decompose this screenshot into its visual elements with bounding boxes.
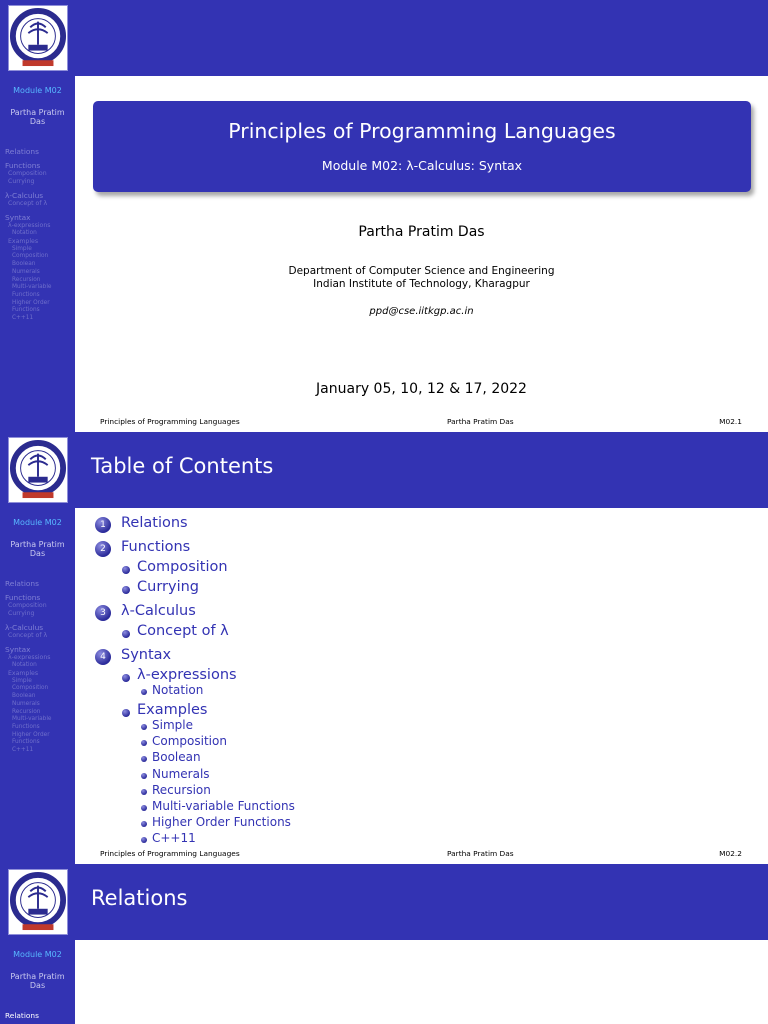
- footer: [100, 417, 742, 427]
- toc-bullet: [141, 756, 147, 762]
- sidebar-nav-item[interactable]: Composition: [8, 170, 47, 177]
- sidebar-nav-item[interactable]: Composition: [12, 253, 49, 260]
- sidebar-nav-item[interactable]: Numerals: [12, 700, 40, 707]
- relations-slide: [0, 864, 768, 1024]
- sidebar: [0, 864, 75, 1024]
- email[interactable]: ppd@cse.iitkgp.ac.in: [369, 306, 474, 317]
- header-bar: [75, 0, 768, 76]
- toc-number-bullet: 1: [95, 517, 111, 533]
- sidebar-nav-item[interactable]: Examples: [8, 669, 39, 677]
- sidebar-module[interactable]: Module M02: [13, 950, 62, 959]
- sidebar-nav-item[interactable]: Boolean: [12, 261, 36, 268]
- toc-bullet: [141, 821, 147, 827]
- sidebar-nav-item[interactable]: Concept of λ: [8, 200, 48, 207]
- toc-item[interactable]: Examples: [137, 701, 208, 718]
- toc-bullet: [141, 837, 147, 843]
- sidebar-nav-item[interactable]: Recursion: [12, 276, 41, 283]
- toc-item[interactable]: Currying: [137, 578, 199, 595]
- sidebar-nav-item[interactable]: Higher Order Functions: [12, 731, 50, 746]
- footer: [100, 849, 742, 859]
- sidebar-nav-item[interactable]: Functions: [5, 593, 41, 602]
- sidebar-nav-item[interactable]: Composition: [12, 685, 49, 692]
- iit-logo: [8, 437, 68, 503]
- sidebar-module[interactable]: Module M02: [13, 86, 62, 95]
- toc-bullet: [141, 789, 147, 795]
- sidebar-nav-item[interactable]: Relations: [5, 147, 39, 156]
- sidebar-nav-item[interactable]: C++11: [12, 315, 34, 322]
- sidebar-nav-item[interactable]: Boolean: [12, 693, 36, 700]
- toc-bullet: [122, 566, 130, 574]
- sidebar-nav-item[interactable]: Multi-variable Functions: [12, 716, 52, 730]
- sidebar-nav-item[interactable]: Notation: [12, 230, 37, 236]
- toc-bullet: [122, 674, 130, 682]
- sidebar-nav-item[interactable]: Functions: [5, 161, 41, 170]
- frame-title: Table of Contents: [91, 454, 274, 478]
- sidebar-nav-item[interactable]: Syntax: [5, 213, 31, 222]
- sidebar-nav-item[interactable]: Currying: [8, 178, 35, 185]
- sidebar-nav-item[interactable]: λ-Calculus: [5, 623, 44, 632]
- toc-slide: [0, 432, 768, 864]
- toc-item[interactable]: C++11: [152, 831, 196, 846]
- iit-logo: [8, 5, 68, 71]
- sidebar-nav-item[interactable]: Multi-variable Functions: [12, 284, 52, 298]
- sidebar-nav-item[interactable]: Relations: [5, 579, 39, 588]
- toc-number-bullet: 2: [95, 541, 111, 557]
- toc-item[interactable]: Higher Order Functions: [152, 815, 291, 830]
- sidebar-nav-item[interactable]: λ-expressions: [8, 222, 51, 229]
- toc-bullet: [141, 805, 147, 811]
- sidebar-nav: [5, 142, 73, 323]
- toc-bullet: [122, 586, 130, 594]
- sidebar-nav-item[interactable]: Numerals: [12, 268, 40, 275]
- sidebar-nav-item[interactable]: Notation: [12, 662, 37, 668]
- toc-item[interactable]: Composition: [152, 734, 227, 749]
- toc-bullet: [141, 740, 147, 746]
- sidebar-nav-item[interactable]: Simple: [12, 245, 32, 252]
- sidebar: [0, 0, 75, 432]
- sidebar-nav-item[interactable]: λ-expressions: [8, 654, 51, 661]
- department: Department of Computer Science and Engineering: [288, 265, 555, 277]
- date: January 05, 10, 12 & 17, 2022: [316, 381, 527, 397]
- sidebar-author: Partha Pratim Das: [10, 108, 65, 126]
- sidebar-author: Partha Pratim Das: [10, 540, 65, 558]
- sidebar: [0, 432, 75, 864]
- footer-course: Principles of Programming Languages: [100, 417, 240, 426]
- toc-item[interactable]: λ-expressions: [137, 666, 237, 683]
- footer-page: M02.2: [719, 849, 742, 858]
- toc-bullet: [141, 773, 147, 779]
- title-slide: [0, 0, 768, 432]
- footer-page: M02.1: [719, 417, 742, 426]
- toc-bullet: [122, 709, 130, 717]
- toc-bullet: [141, 689, 147, 695]
- sidebar-nav-item[interactable]: Currying: [8, 610, 35, 617]
- toc-item[interactable]: Syntax: [121, 646, 172, 663]
- sidebar-nav-item[interactable]: Recursion: [12, 708, 41, 715]
- toc-item[interactable]: Relations: [121, 515, 188, 531]
- title-box: [93, 101, 751, 192]
- header-bar: [75, 432, 768, 508]
- toc-item[interactable]: Concept of λ: [137, 622, 229, 639]
- toc-item[interactable]: Recursion: [152, 782, 211, 797]
- sidebar-nav-item[interactable]: Concept of λ: [8, 632, 48, 639]
- institute-block: [75, 265, 768, 291]
- toc-item[interactable]: Multi-variable Functions: [152, 798, 295, 813]
- toc-item[interactable]: Composition: [137, 558, 228, 575]
- author-name: Partha Pratim Das: [358, 224, 485, 240]
- presentation-title: Principles of Programming Languages: [228, 119, 616, 143]
- toc-item[interactable]: Boolean: [152, 750, 201, 765]
- sidebar-nav-item[interactable]: C++11: [12, 747, 34, 754]
- toc-item[interactable]: λ-Calculus: [121, 602, 196, 619]
- sidebar-nav-item[interactable]: Composition: [8, 602, 47, 609]
- toc-number-bullet: 3: [95, 605, 111, 621]
- footer-course: Principles of Programming Languages: [100, 849, 240, 858]
- toc-item[interactable]: Simple: [152, 717, 193, 732]
- toc-item[interactable]: Functions: [121, 538, 191, 555]
- toc-bullet: [122, 630, 130, 638]
- sidebar-nav-item[interactable]: Simple: [12, 677, 32, 684]
- presentation-subtitle: Module M02: λ-Calculus: Syntax: [321, 158, 523, 173]
- footer-author: Partha Pratim Das: [447, 417, 514, 426]
- toc-bullet: [141, 724, 147, 730]
- footer-author: Partha Pratim Das: [447, 849, 514, 858]
- sidebar-nav-item[interactable]: Relations: [5, 1011, 39, 1020]
- toc-number-bullet: 4: [95, 649, 111, 665]
- sidebar-nav-item[interactable]: Higher Order Functions: [12, 299, 50, 314]
- institute: Indian Institute of Technology, Kharagpur: [313, 278, 530, 290]
- sidebar-nav-item[interactable]: Examples: [8, 237, 39, 245]
- toc-item[interactable]: Notation: [152, 682, 204, 697]
- sidebar-nav: [5, 1006, 73, 1020]
- toc-item[interactable]: Numerals: [152, 766, 210, 781]
- frame-title: Relations: [91, 886, 188, 910]
- sidebar-module[interactable]: Module M02: [13, 518, 62, 527]
- sidebar-nav-item[interactable]: Syntax: [5, 645, 31, 654]
- sidebar-nav: [5, 574, 73, 755]
- sidebar-nav-item[interactable]: λ-Calculus: [5, 191, 44, 200]
- iit-logo: [8, 869, 68, 935]
- sidebar-author: Partha Pratim Das: [10, 972, 65, 990]
- header-bar: [75, 864, 768, 940]
